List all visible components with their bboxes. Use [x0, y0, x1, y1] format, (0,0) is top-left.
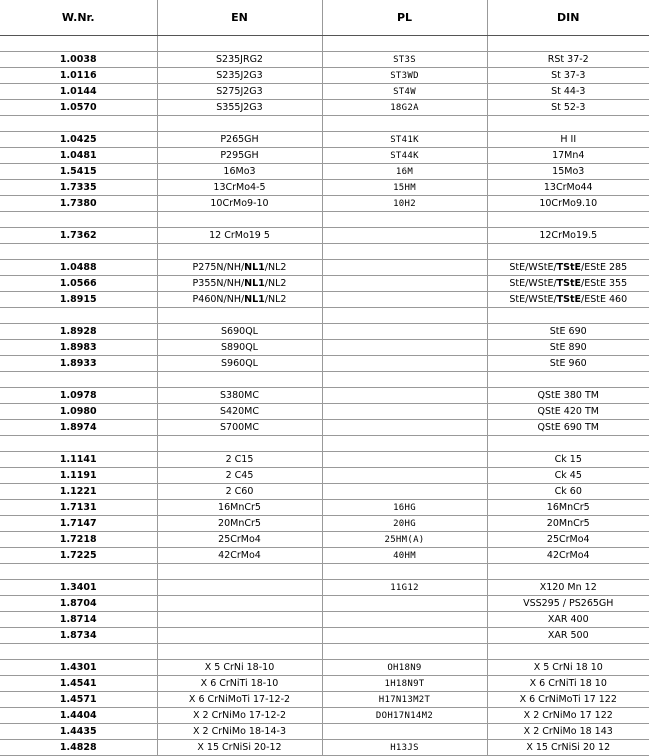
table-row: [0, 68, 649, 84]
cell-en: P355N/NH/NL1/NL2: [157, 276, 322, 292]
spacer-row: [0, 116, 649, 132]
cell-wnr: 1.4541: [0, 676, 157, 692]
cell-en: S235J2G3: [157, 68, 322, 84]
spacer-row: [0, 36, 649, 52]
cell-pl: 10H2: [322, 196, 487, 212]
cell-wnr: 1.7218: [0, 532, 157, 548]
cell-din: X 5 CrNi 18 10: [487, 660, 649, 676]
cell-en: X 2 CrNiMo 17-12-2: [157, 708, 322, 724]
cell-din: 15Mo3: [487, 164, 649, 180]
cell-pl: [322, 420, 487, 436]
spacer-cell: [157, 212, 322, 228]
cell-din: 17Mn4: [487, 148, 649, 164]
cell-din: X 2 CrNiMo 18 143: [487, 724, 649, 740]
cell-en: S380MC: [157, 388, 322, 404]
table-row: [0, 532, 649, 548]
table-header: [0, 0, 649, 36]
spacer-cell: [157, 308, 322, 324]
cell-din: VSS295 / PS265GH: [487, 596, 649, 612]
cell-en: [157, 628, 322, 644]
cell-en: P265GH: [157, 132, 322, 148]
cell-wnr: 1.0566: [0, 276, 157, 292]
cell-en: 16Mo3: [157, 164, 322, 180]
cell-pl: 16M: [322, 164, 487, 180]
table-row: [0, 292, 649, 308]
table-row: [0, 724, 649, 740]
table-row: [0, 356, 649, 372]
cell-wnr: 1.1191: [0, 468, 157, 484]
cell-pl: ST3WD: [322, 68, 487, 84]
spacer-cell: [157, 116, 322, 132]
cell-pl: DOH17N14M2: [322, 708, 487, 724]
cell-din: XAR 500: [487, 628, 649, 644]
cell-din: St 52-3: [487, 100, 649, 116]
cell-din: StE/WStE/TStE/EStE 285: [487, 260, 649, 276]
cell-en: 42CrMo4: [157, 548, 322, 564]
cell-pl: OH18N9: [322, 660, 487, 676]
cell-en: 16MnCr5: [157, 500, 322, 516]
header-din: DIN: [487, 0, 649, 36]
spacer-cell: [487, 36, 649, 52]
cell-din: X120 Mn 12: [487, 580, 649, 596]
cell-pl: [322, 276, 487, 292]
spacer-cell: [487, 244, 649, 260]
spacer-cell: [322, 212, 487, 228]
cell-pl: [322, 452, 487, 468]
spacer-cell: [322, 36, 487, 52]
cell-din: StE/WStE/TStE/EStE 460: [487, 292, 649, 308]
cell-wnr: 1.4301: [0, 660, 157, 676]
table-row: [0, 84, 649, 100]
table-row: [0, 52, 649, 68]
spacer-cell: [0, 436, 157, 452]
cell-en: S355J2G3: [157, 100, 322, 116]
cell-wnr: 1.0144: [0, 84, 157, 100]
spacer-cell: [487, 644, 649, 660]
cell-wnr: 1.0488: [0, 260, 157, 276]
spacer-cell: [157, 36, 322, 52]
cell-wnr: 1.1141: [0, 452, 157, 468]
cell-en: S690QL: [157, 324, 322, 340]
spacer-cell: [0, 244, 157, 260]
spacer-cell: [157, 644, 322, 660]
cell-din: 42CrMo4: [487, 548, 649, 564]
spacer-cell: [487, 212, 649, 228]
cell-pl: 15HM: [322, 180, 487, 196]
header-row: [0, 0, 649, 36]
cell-pl: ST3S: [322, 52, 487, 68]
cell-pl: 20HG: [322, 516, 487, 532]
cell-wnr: 1.0116: [0, 68, 157, 84]
spacer-cell: [0, 564, 157, 580]
table-row: [0, 628, 649, 644]
spacer-cell: [157, 372, 322, 388]
spacer-cell: [157, 244, 322, 260]
cell-pl: H13JS: [322, 740, 487, 756]
cell-wnr: 1.7335: [0, 180, 157, 196]
cell-wnr: 1.0038: [0, 52, 157, 68]
spacer-cell: [487, 436, 649, 452]
cell-en: S700MC: [157, 420, 322, 436]
cell-pl: [322, 612, 487, 628]
table-row: [0, 340, 649, 356]
cell-pl: [322, 228, 487, 244]
cell-wnr: 1.1221: [0, 484, 157, 500]
cell-wnr: 1.8974: [0, 420, 157, 436]
cell-din: QStE 380 TM: [487, 388, 649, 404]
cell-din: StE 960: [487, 356, 649, 372]
cell-din: X 6 CrNiTi 18 10: [487, 676, 649, 692]
cell-din: StE/WStE/TStE/EStE 355: [487, 276, 649, 292]
cell-pl: [322, 356, 487, 372]
spacer-row: [0, 644, 649, 660]
table-row: [0, 196, 649, 212]
cell-pl: [322, 596, 487, 612]
spacer-cell: [0, 308, 157, 324]
spacer-row: [0, 308, 649, 324]
cell-wnr: 1.8983: [0, 340, 157, 356]
cell-en: S960QL: [157, 356, 322, 372]
spacer-cell: [0, 36, 157, 52]
spacer-row: [0, 436, 649, 452]
cell-wnr: 1.4828: [0, 740, 157, 756]
table-row: [0, 420, 649, 436]
cell-wnr: 1.7147: [0, 516, 157, 532]
table-row: [0, 660, 649, 676]
cell-pl: [322, 388, 487, 404]
cell-en: X 5 CrNi 18-10: [157, 660, 322, 676]
cell-wnr: 1.8928: [0, 324, 157, 340]
table-row: [0, 740, 649, 756]
cell-pl: 25HM(A): [322, 532, 487, 548]
cell-pl: [322, 340, 487, 356]
cell-en: X 2 CrNiMo 18-14-3: [157, 724, 322, 740]
cell-din: 13CrMo44: [487, 180, 649, 196]
cell-en: 25CrMo4: [157, 532, 322, 548]
cell-wnr: 1.0425: [0, 132, 157, 148]
cell-en: 12 CrMo19 5: [157, 228, 322, 244]
cell-pl: ST41K: [322, 132, 487, 148]
cell-din: StE 690: [487, 324, 649, 340]
spacer-cell: [0, 644, 157, 660]
spacer-cell: [322, 372, 487, 388]
cell-wnr: 1.0980: [0, 404, 157, 420]
table-row: [0, 388, 649, 404]
cell-wnr: 1.7131: [0, 500, 157, 516]
cell-en: 10CrMo9-10: [157, 196, 322, 212]
cell-en: 2 C15: [157, 452, 322, 468]
spacer-cell: [487, 308, 649, 324]
spacer-cell: [487, 564, 649, 580]
spacer-cell: [322, 116, 487, 132]
spacer-cell: [322, 644, 487, 660]
cell-pl: 1H18N9T: [322, 676, 487, 692]
cell-en: [157, 596, 322, 612]
cell-din: StE 890: [487, 340, 649, 356]
cell-en: 2 C60: [157, 484, 322, 500]
cell-wnr: 1.8933: [0, 356, 157, 372]
cell-wnr: 1.4404: [0, 708, 157, 724]
spacer-row: [0, 212, 649, 228]
cell-en: S235JRG2: [157, 52, 322, 68]
table-row: [0, 180, 649, 196]
cell-din: 25CrMo4: [487, 532, 649, 548]
cell-pl: 40HM: [322, 548, 487, 564]
cell-din: Ck 45: [487, 468, 649, 484]
cell-din: 12CrMo19.5: [487, 228, 649, 244]
table-row: [0, 580, 649, 596]
spacer-cell: [322, 436, 487, 452]
table-body: [0, 36, 649, 756]
cell-din: X 6 CrNiMoTi 17 122: [487, 692, 649, 708]
cell-wnr: 1.3401: [0, 580, 157, 596]
header-en: EN: [157, 0, 322, 36]
table-row: [0, 260, 649, 276]
cell-pl: H17N13M2T: [322, 692, 487, 708]
cell-en: X 6 CrNiTi 18-10: [157, 676, 322, 692]
cell-din: RSt 37-2: [487, 52, 649, 68]
cell-wnr: 1.8704: [0, 596, 157, 612]
cell-pl: [322, 260, 487, 276]
table-row: [0, 132, 649, 148]
table-row: [0, 708, 649, 724]
table-row: [0, 516, 649, 532]
cell-wnr: 1.4435: [0, 724, 157, 740]
spacer-row: [0, 564, 649, 580]
spacer-cell: [0, 116, 157, 132]
table-row: [0, 484, 649, 500]
cell-pl: ST44K: [322, 148, 487, 164]
cell-pl: 18G2A: [322, 100, 487, 116]
cell-en: S890QL: [157, 340, 322, 356]
spacer-cell: [157, 436, 322, 452]
cell-pl: [322, 628, 487, 644]
cell-en: P295GH: [157, 148, 322, 164]
table-row: [0, 276, 649, 292]
table-row: [0, 164, 649, 180]
cell-wnr: 1.8734: [0, 628, 157, 644]
cell-pl: 11G12: [322, 580, 487, 596]
cell-en: P275N/NH/NL1/NL2: [157, 260, 322, 276]
spacer-cell: [487, 372, 649, 388]
table-row: [0, 100, 649, 116]
cell-en: X 6 CrNiMoTi 17-12-2: [157, 692, 322, 708]
cell-en: 13CrMo4-5: [157, 180, 322, 196]
cell-wnr: 1.8915: [0, 292, 157, 308]
cell-pl: [322, 292, 487, 308]
cell-din: Ck 60: [487, 484, 649, 500]
spacer-cell: [322, 244, 487, 260]
cell-din: QStE 690 TM: [487, 420, 649, 436]
cell-wnr: 1.4571: [0, 692, 157, 708]
cell-din: X 2 CrNiMo 17 122: [487, 708, 649, 724]
spacer-row: [0, 244, 649, 260]
spacer-row: [0, 372, 649, 388]
table-row: [0, 228, 649, 244]
cell-din: QStE 420 TM: [487, 404, 649, 420]
cell-en: S420MC: [157, 404, 322, 420]
table-row: [0, 500, 649, 516]
cell-wnr: 1.0481: [0, 148, 157, 164]
cell-wnr: 1.7380: [0, 196, 157, 212]
cell-en: S275J2G3: [157, 84, 322, 100]
spacer-cell: [487, 116, 649, 132]
cell-din: St 44-3: [487, 84, 649, 100]
spacer-cell: [322, 564, 487, 580]
spacer-cell: [322, 308, 487, 324]
cell-wnr: 1.8714: [0, 612, 157, 628]
table-row: [0, 452, 649, 468]
cell-pl: [322, 324, 487, 340]
cell-din: St 37-3: [487, 68, 649, 84]
cell-din: Ck 15: [487, 452, 649, 468]
cell-wnr: 1.5415: [0, 164, 157, 180]
table-row: [0, 404, 649, 420]
cell-en: X 15 CrNiSi 20-12: [157, 740, 322, 756]
table-row: [0, 548, 649, 564]
cell-wnr: 1.7225: [0, 548, 157, 564]
cell-din: 16MnCr5: [487, 500, 649, 516]
cell-pl: ST4W: [322, 84, 487, 100]
cell-en: 20MnCr5: [157, 516, 322, 532]
cell-din: XAR 400: [487, 612, 649, 628]
spacer-cell: [0, 372, 157, 388]
cell-din: X 15 CrNiSi 20 12: [487, 740, 649, 756]
cell-wnr: 1.7362: [0, 228, 157, 244]
cell-wnr: 1.0978: [0, 388, 157, 404]
cell-pl: [322, 468, 487, 484]
cell-en: P460N/NH/NL1/NL2: [157, 292, 322, 308]
cell-din: H II: [487, 132, 649, 148]
cell-pl: 16HG: [322, 500, 487, 516]
table-row: [0, 324, 649, 340]
cell-din: 20MnCr5: [487, 516, 649, 532]
cell-pl: [322, 404, 487, 420]
cell-pl: [322, 484, 487, 500]
table-row: [0, 468, 649, 484]
spacer-cell: [0, 212, 157, 228]
cell-en: [157, 580, 322, 596]
cell-en: [157, 612, 322, 628]
header-wnr: W.Nr.: [0, 0, 157, 36]
table-row: [0, 676, 649, 692]
cell-en: 2 C45: [157, 468, 322, 484]
cell-wnr: 1.0570: [0, 100, 157, 116]
table-row: [0, 612, 649, 628]
spacer-cell: [157, 564, 322, 580]
cell-din: 10CrMo9.10: [487, 196, 649, 212]
cell-pl: [322, 724, 487, 740]
table-row: [0, 692, 649, 708]
table-row: [0, 596, 649, 612]
table-row: [0, 148, 649, 164]
header-pl: PL: [322, 0, 487, 36]
